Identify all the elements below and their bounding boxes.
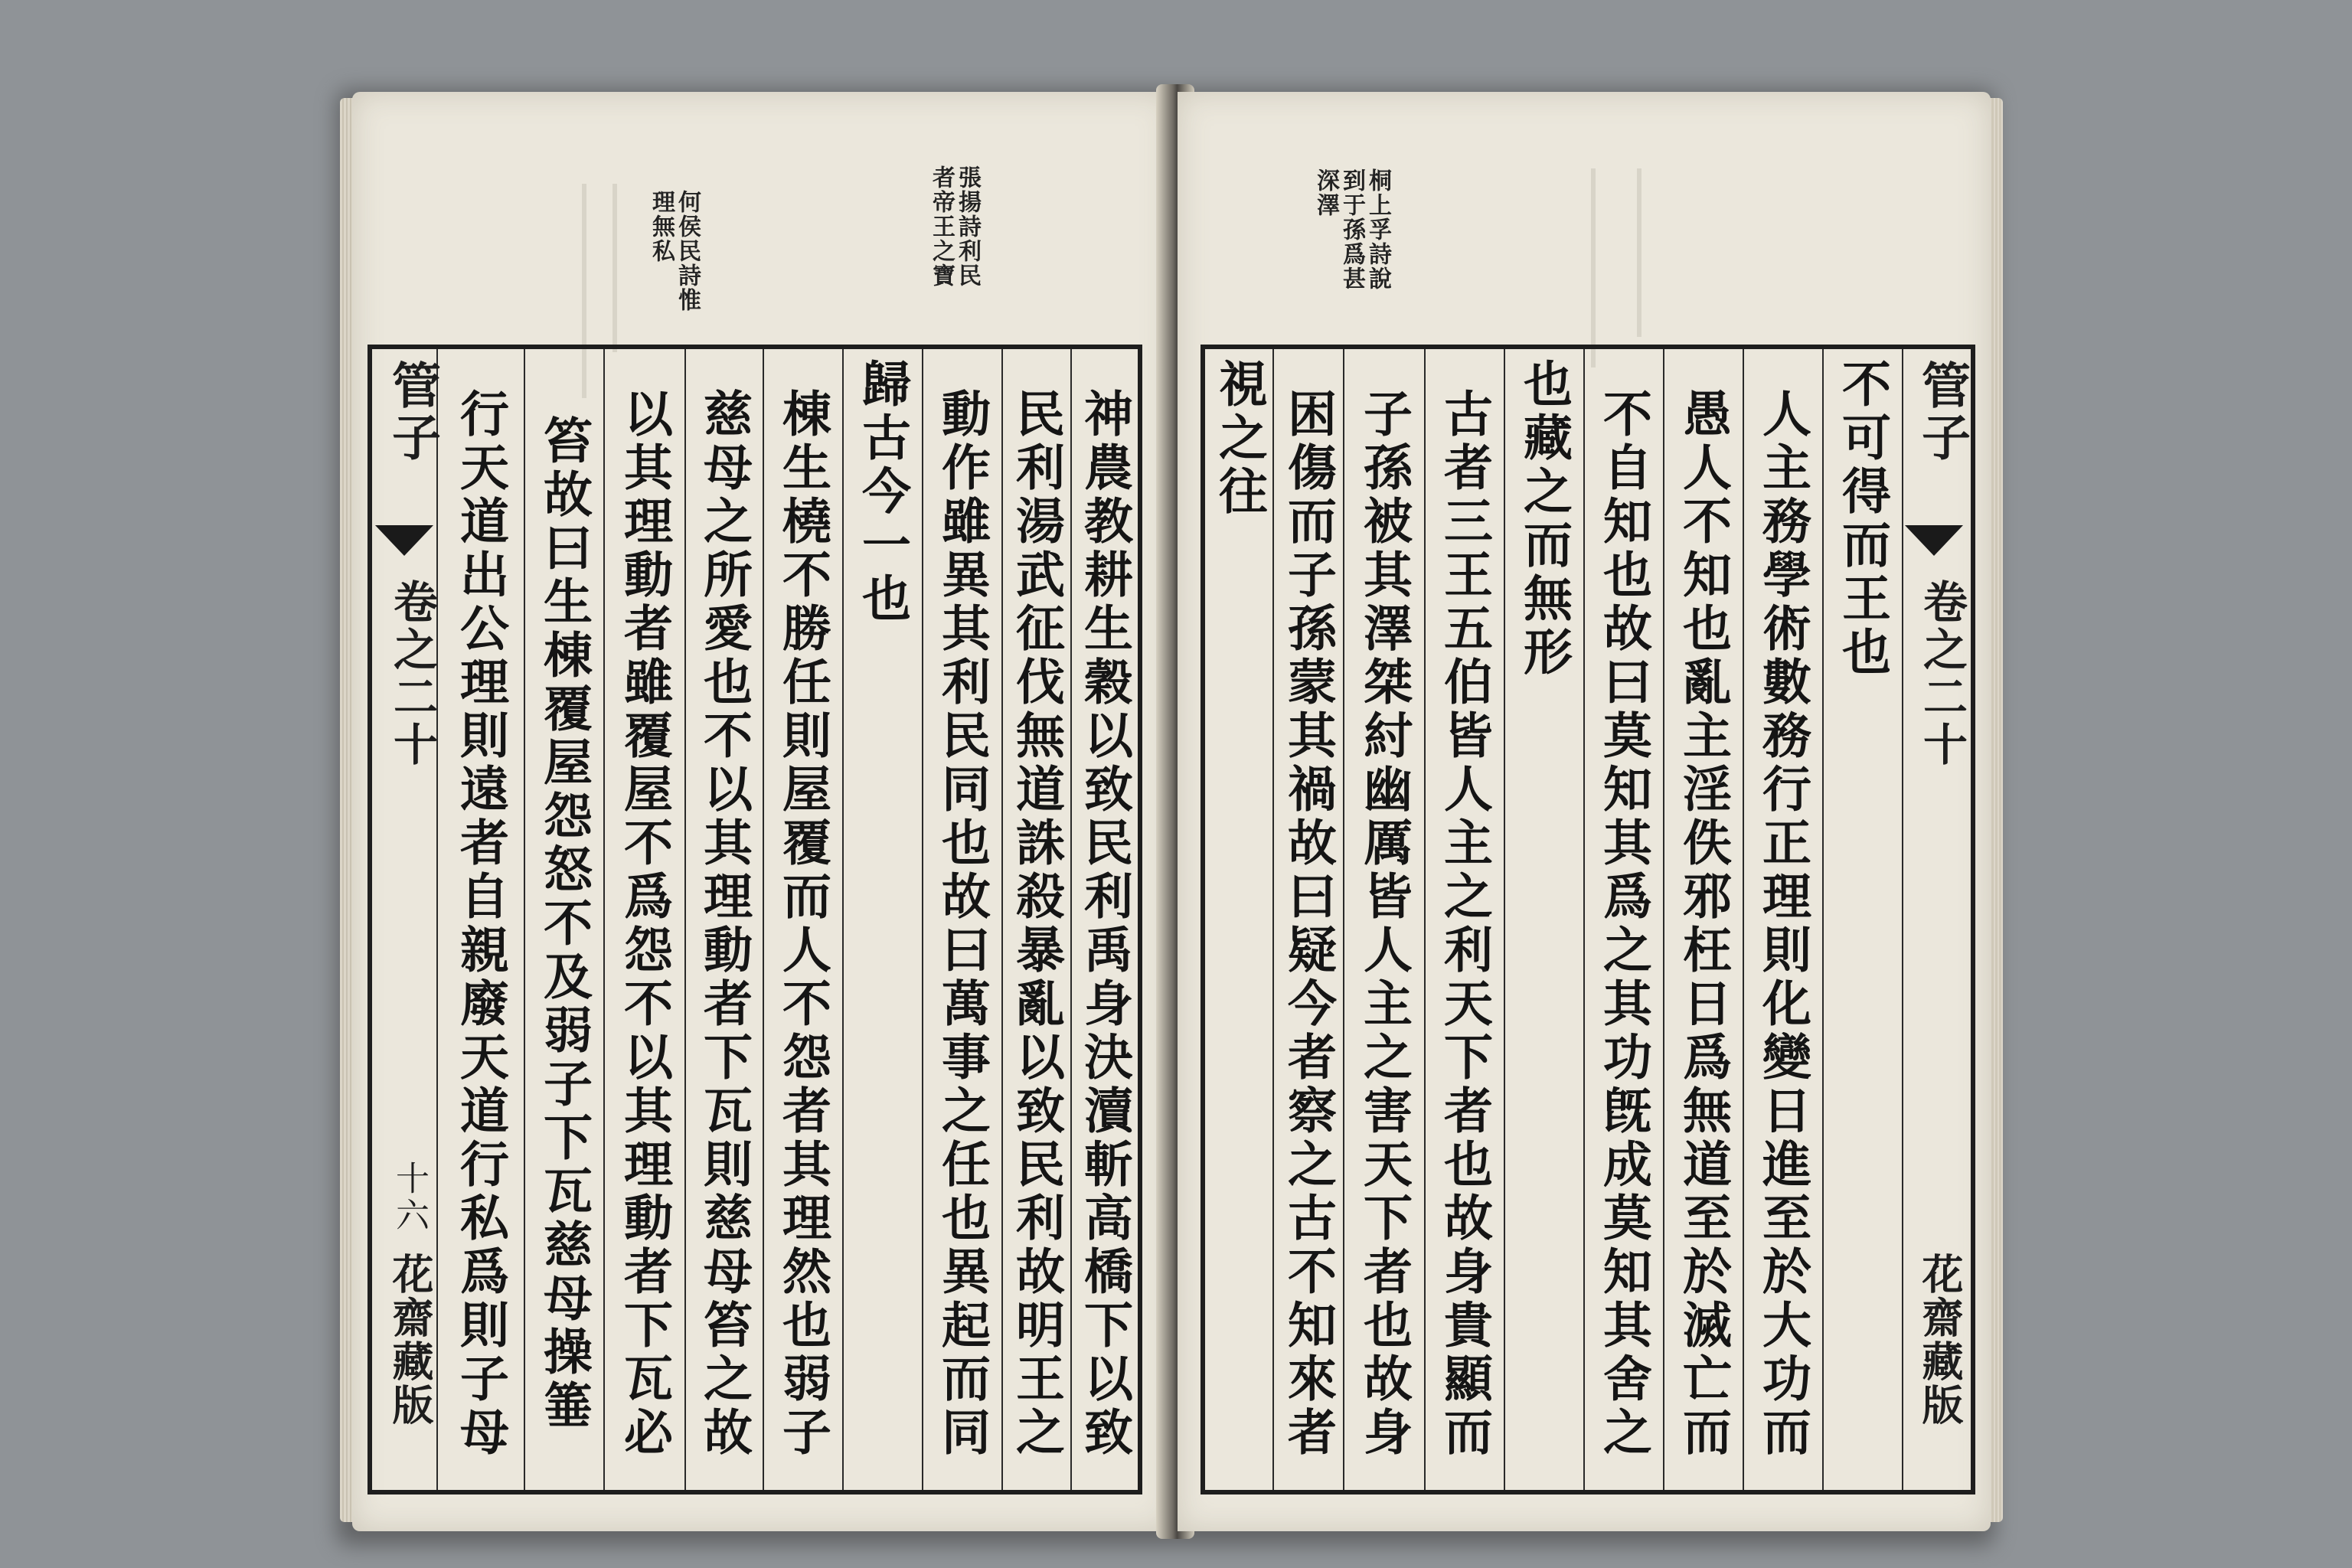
note-line: 桐上孚詩說 xyxy=(1364,168,1391,291)
right-text-frame xyxy=(1200,345,1975,1494)
column-text: 不自知也故曰莫知其爲之其功旣成莫知其舍之 xyxy=(1595,388,1652,1460)
left-margin-chapter: 卷之二十 xyxy=(386,579,438,769)
left-column-4 xyxy=(842,349,922,1490)
left-folio-number: 十六 xyxy=(390,1161,429,1234)
column-text: 古者三王五伯皆人主之利天下者也故身貴顯而 xyxy=(1436,388,1493,1460)
column-text: 動作雖異其利民同也故曰萬事之任也異起而同 xyxy=(933,388,991,1460)
column-text: 神農教耕生穀以致民利禹身決瀆斬高橋下以致 xyxy=(1076,388,1133,1460)
right-column-7 xyxy=(1343,349,1424,1490)
left-column-7 xyxy=(603,349,684,1490)
left-column-3 xyxy=(922,349,1001,1490)
left-column-2 xyxy=(1001,349,1070,1490)
fish-tail-ornament xyxy=(375,525,433,556)
fish-tail-ornament xyxy=(1905,525,1963,556)
column-text: 歸古今一也 xyxy=(854,358,911,626)
right-header-note xyxy=(1312,168,1390,291)
column-text: 人主務學術數務行正理則化變日進至於大功而 xyxy=(1754,388,1811,1460)
right-column-3 xyxy=(1663,349,1743,1490)
column-text: 民利湯武征伐無道誅殺暴亂以致民利故明王之 xyxy=(1008,388,1065,1460)
right-page xyxy=(1178,92,1991,1531)
left-column-1 xyxy=(1070,349,1138,1490)
right-margin-title: 管子 xyxy=(1913,360,1971,464)
column-text: 行天道出公理則遠者自親廢天道行私爲則子母 xyxy=(452,388,509,1460)
left-column-5 xyxy=(763,349,842,1490)
column-text: 也藏之而無形 xyxy=(1515,358,1573,680)
note-line: 何侯民詩惟 xyxy=(674,190,701,312)
column-text: 子孫被其澤桀紂幽厲皆人主之害天下者也故身 xyxy=(1355,388,1413,1460)
right-column-4 xyxy=(1583,349,1663,1490)
left-publisher-mark: 花齋藏版 xyxy=(386,1253,435,1427)
column-text: 困傷而子孫蒙其禍故曰疑今者察之古不知來者 xyxy=(1279,388,1337,1460)
right-column-5 xyxy=(1504,349,1583,1490)
left-margin-title: 管子 xyxy=(384,360,441,464)
column-text: 棟生橈不勝任則屋覆而人不怨者其理然也弱子 xyxy=(774,388,831,1460)
left-column-8 xyxy=(524,349,603,1490)
right-margin-chapter: 卷之二十 xyxy=(1916,579,1968,769)
column-text: 慈母之所愛也不以其理動者下瓦則慈母笞之故 xyxy=(695,388,753,1460)
left-column-6 xyxy=(684,349,763,1490)
right-column-1 xyxy=(1822,349,1902,1490)
right-column-2 xyxy=(1743,349,1822,1490)
right-column-8 xyxy=(1272,349,1343,1490)
column-text: 以其理動者雖覆屋不爲怨不以其理動者下瓦必 xyxy=(616,388,673,1460)
left-text-frame xyxy=(368,345,1142,1494)
note-line: 理無私 xyxy=(648,190,675,263)
right-column-6 xyxy=(1424,349,1504,1490)
column-text: 愚人不知也亂主淫佚邪枉日爲無道至於滅亡而 xyxy=(1674,388,1732,1460)
left-page xyxy=(352,92,1171,1531)
left-header-note-2 xyxy=(648,190,700,312)
note-line: 者帝王之寶 xyxy=(928,165,955,288)
column-text: 笞故曰生棟覆屋怨怒不及弱子下瓦慈母操箠 xyxy=(535,415,593,1433)
right-column-9 xyxy=(1205,349,1272,1490)
column-text: 不可得而王也 xyxy=(1834,358,1891,680)
note-line: 張揚詩利民 xyxy=(954,165,981,288)
note-line: 到于孫爲甚 xyxy=(1338,168,1365,291)
left-header-note-1 xyxy=(928,165,980,288)
column-text: 視之往 xyxy=(1210,358,1268,519)
left-column-9 xyxy=(436,349,524,1490)
note-line: 深澤 xyxy=(1312,168,1339,217)
right-publisher-mark: 花齋藏版 xyxy=(1916,1253,1965,1427)
